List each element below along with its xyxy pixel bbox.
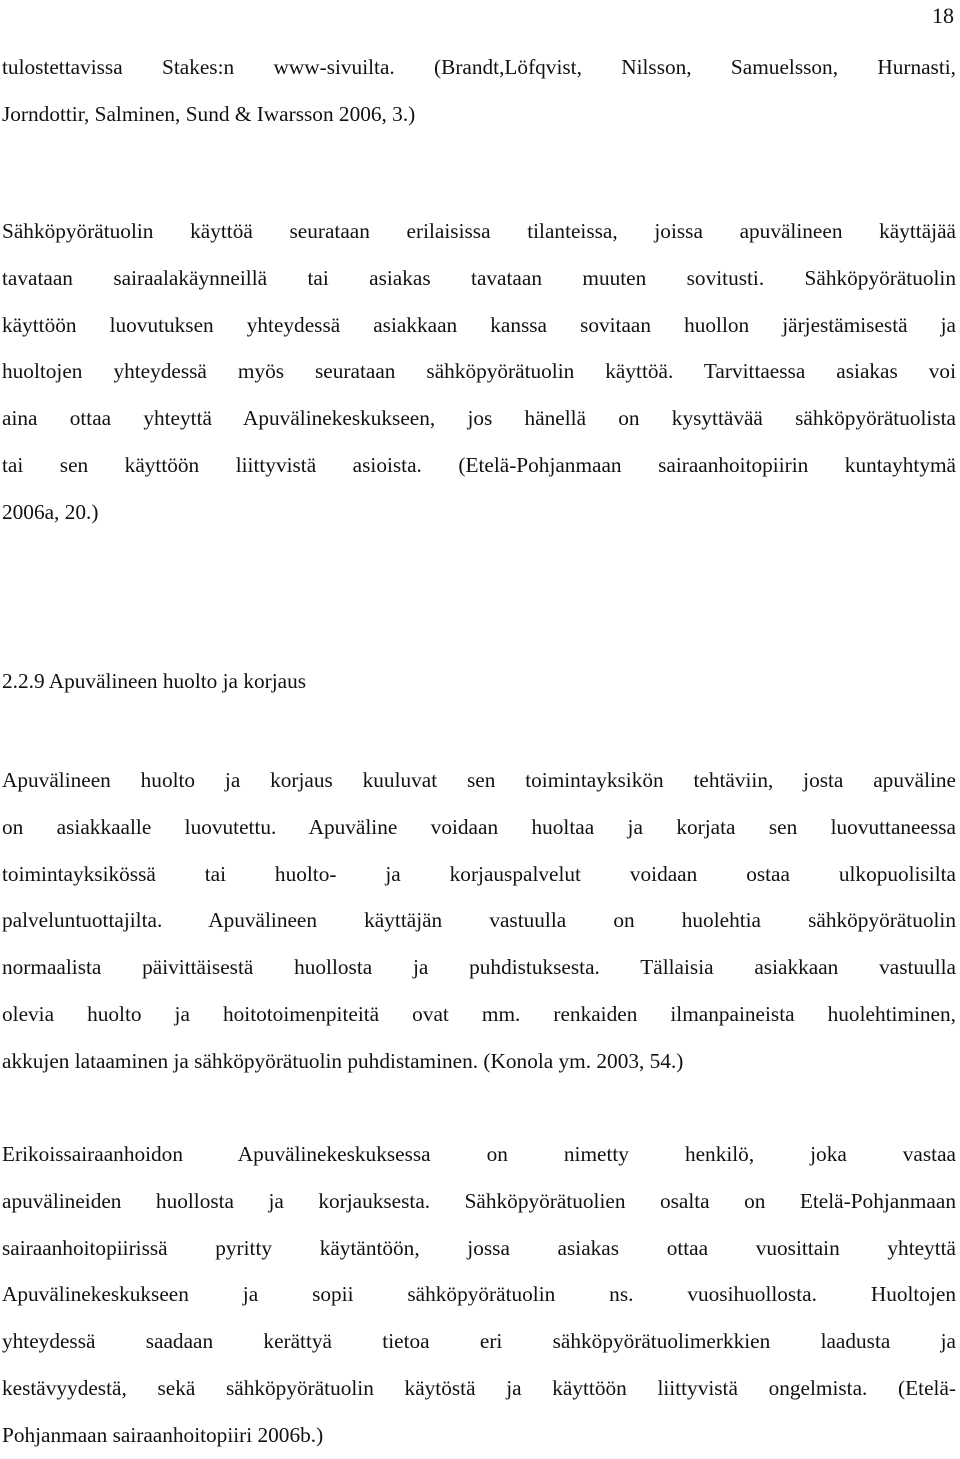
- text-line: palveluntuottajilta. Apuvälineen käyttäjän vastuulla on huolehtia sähköpyörätuolin: [2, 908, 956, 933]
- text-line: sairaanhoitopiirissä pyritty käytäntöön, jossa asiakas ottaa vuosittain yhteyttä: [2, 1235, 956, 1260]
- text-line: on asiakkaalle luovutettu. Apuväline voidaan huoltaa ja korjata sen luovuttaneessa: [2, 814, 956, 839]
- text-line: aina ottaa yhteyttä Apuvälinekeskukseen, jos hänellä on kysyttävää sähköpyörätuolista: [2, 406, 956, 431]
- text-line: normaalista päivittäisestä huollosta ja puhdistuksesta. Tällaisia asiakkaan vastuulla: [2, 955, 956, 980]
- text-line: olevia huolto ja hoitotoimenpiteitä ovat mm. renkaiden ilmanpaineista huolehtiminen,: [2, 1001, 956, 1026]
- text-line: 2006a, 20.): [2, 499, 99, 524]
- text-line: Apuvälineen huolto ja korjaus kuuluvat sen toimintayksikön tehtäviin, josta apuväline: [2, 768, 956, 792]
- text-line: kestävyydestä, sekä sähköpyörätuolin käytöstä ja käyttöön liittyvistä ongelmista. (Etelä-: [2, 1375, 956, 1400]
- text-line: apuvälineiden huollosta ja korjauksesta. Sähköpyörätuolien osalta on Etelä-Pohjanmaan: [2, 1188, 956, 1213]
- paragraph-1: [2, 44, 956, 138]
- text-line: käyttöön luovutuksen yhteydessä asiakkaan kanssa sovitaan huollon järjestämisestä ja: [2, 312, 956, 337]
- text-line: Apuvälinekeskukseen ja sopii sähköpyörätuolin ns. vuosihuollosta. Huoltojen: [2, 1282, 956, 1307]
- paragraph-3: [2, 757, 956, 1085]
- text-line: huoltojen yhteydessä myös seurataan sähköpyörätuolin käyttöä. Tarvittaessa asiakas voi: [2, 359, 956, 384]
- text-line: Sähköpyörätuolin käyttöä seurataan erilaisissa tilanteissa, joissa apuvälineen käyttäjää: [2, 219, 956, 243]
- page-number: 18: [932, 3, 954, 28]
- text-line: Jorndottir, Salminen, Sund & Iwarsson 2006, 3.): [2, 101, 416, 126]
- paragraph-4: [2, 1131, 956, 1459]
- text-line: Pohjanmaan sairaanhoitopiiri 2006b.): [2, 1422, 324, 1447]
- text-line: toimintayksikössä tai huolto- ja korjauspalvelut voidaan ostaa ulkopuolisilta: [2, 861, 956, 886]
- text-line: tai sen käyttöön liittyvistä asioista. (Etelä-Pohjanmaan sairaanhoitopiirin kuntayhtymä: [2, 452, 956, 477]
- text-line: akkujen lataaminen ja sähköpyörätuolin puhdistaminen. (Konola ym. 2003, 54.): [2, 1048, 684, 1073]
- text-line: yhteydessä saadaan kerättyä tietoa eri sähköpyörätuolimerkkien laadusta ja: [2, 1329, 956, 1354]
- text-line: Erikoissairaanhoidon Apuvälinekeskuksessa on nimetty henkilö, joka vastaa: [2, 1142, 956, 1166]
- paragraph-2: [2, 208, 956, 536]
- text-line: tavataan sairaalakäynneillä tai asiakas tavataan muuten sovitusti. Sähköpyörätuolin: [2, 265, 956, 290]
- section-heading: 2.2.9 Apuvälineen huolto ja korjaus: [2, 669, 307, 693]
- text-line: tulostettavissa Stakes:n www-sivuilta. (Brandt,Löfqvist, Nilsson, Samuelsson, Hurnasti,: [2, 55, 956, 79]
